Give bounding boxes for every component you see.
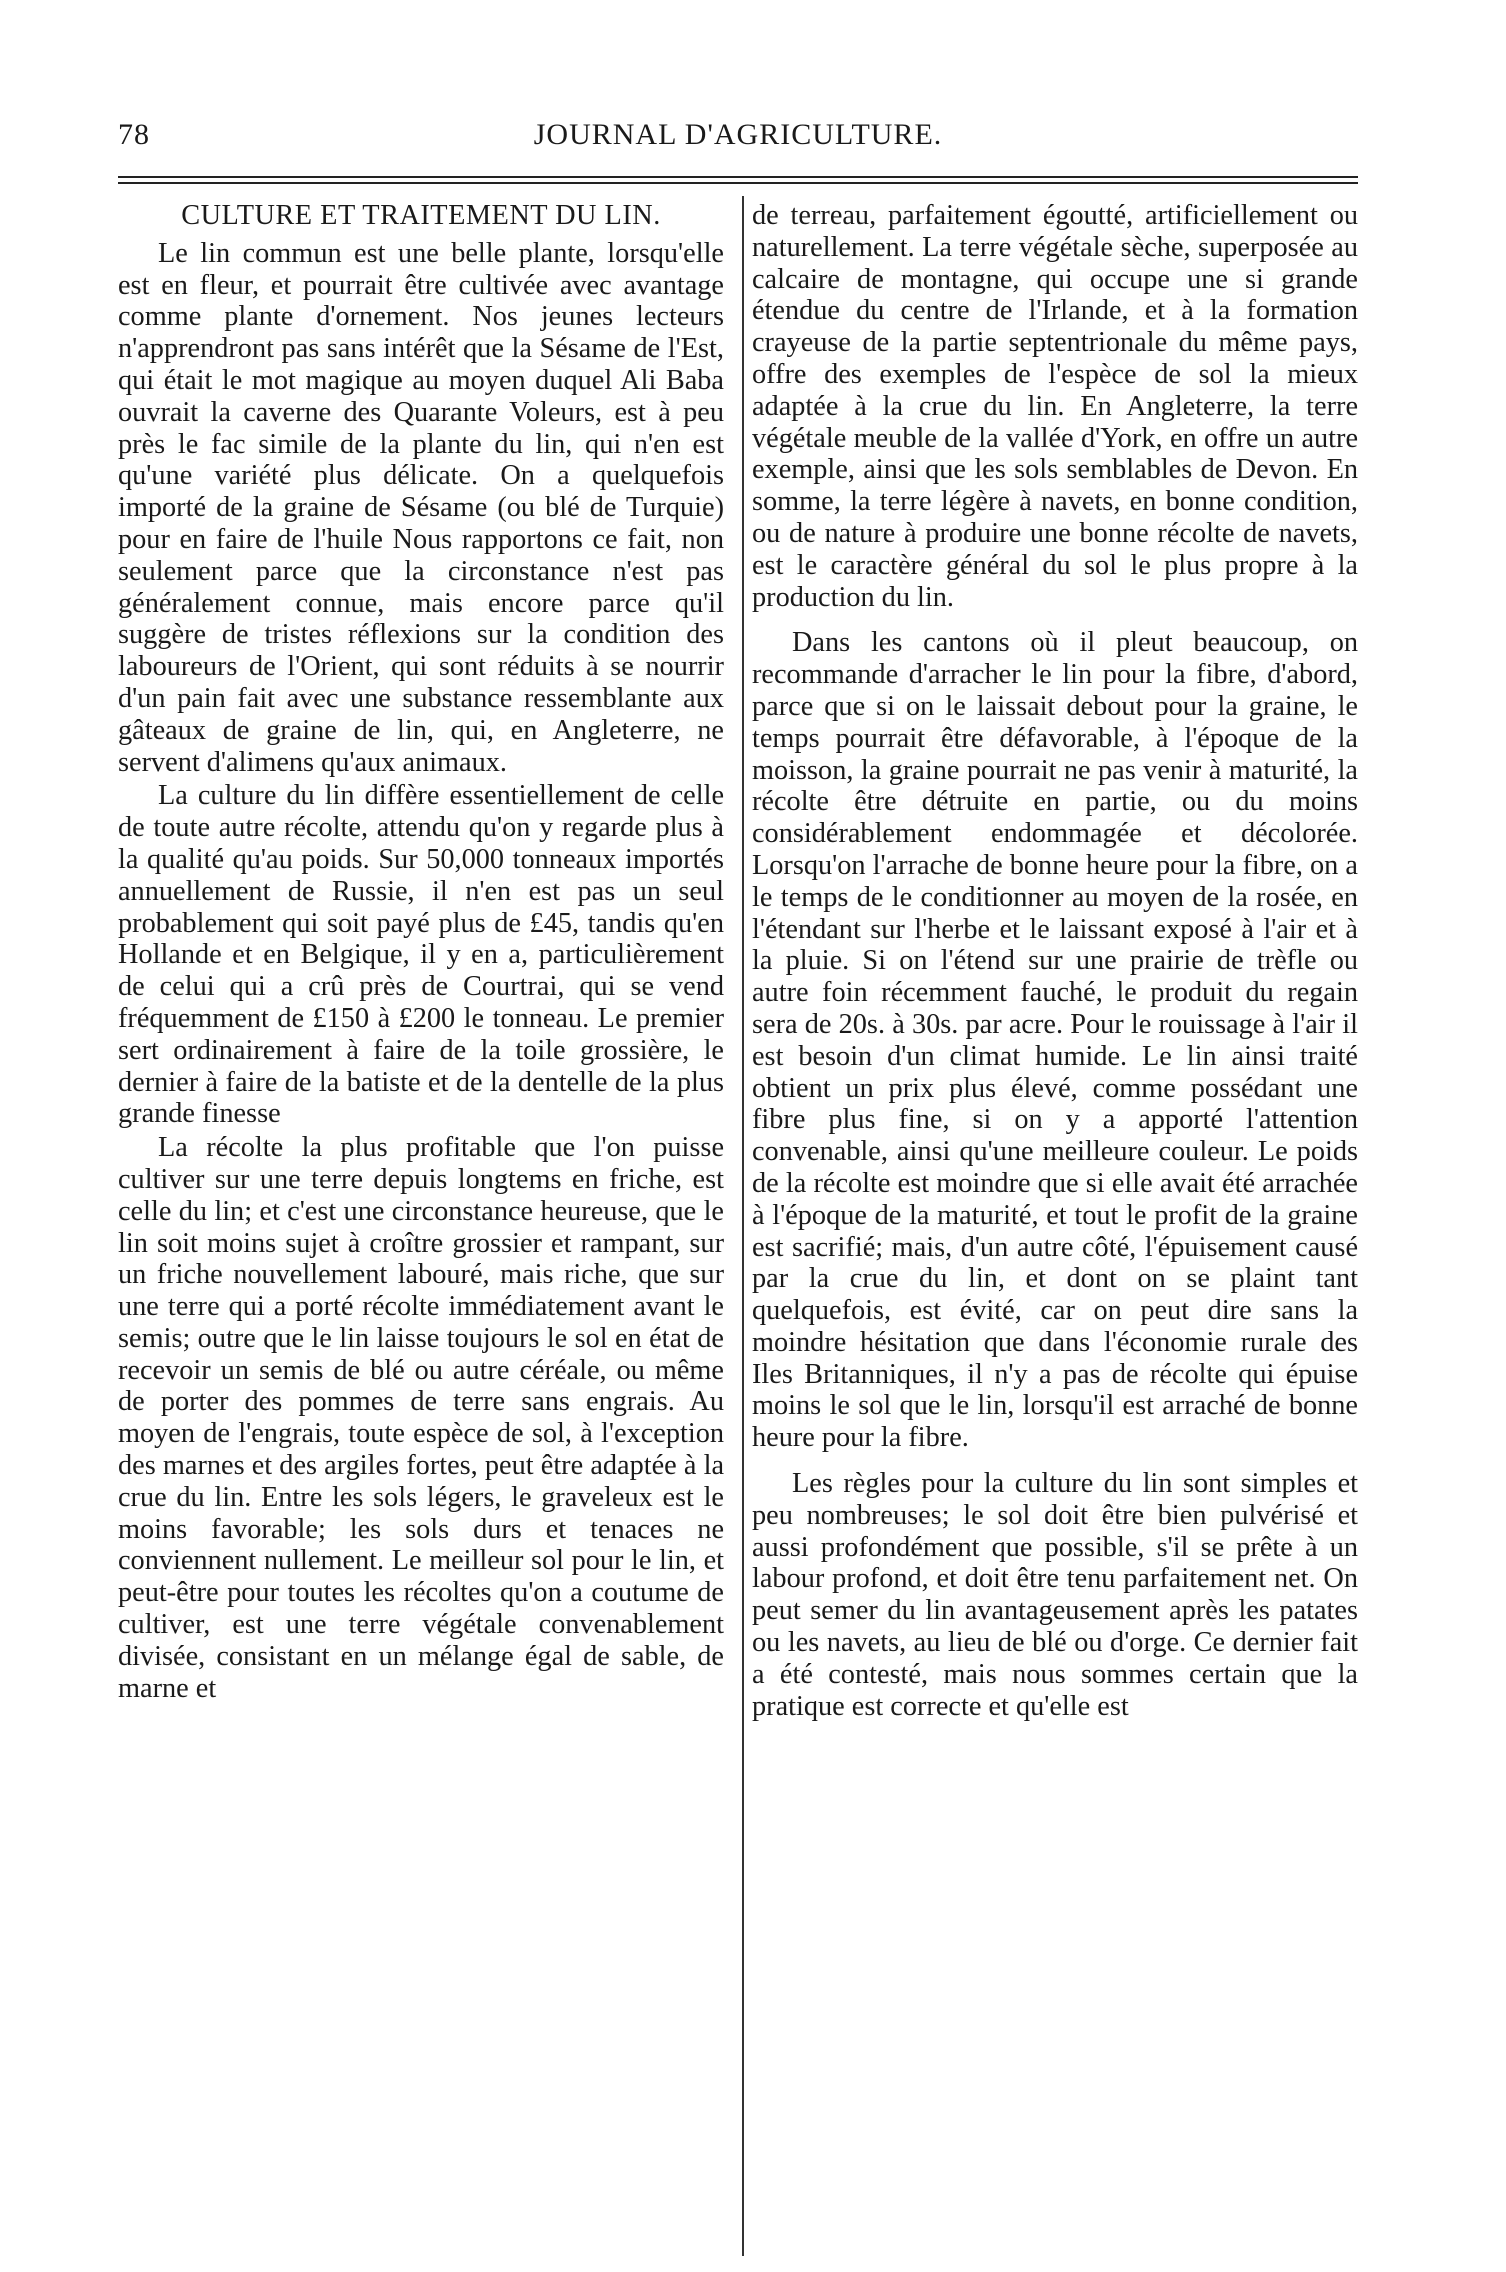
article-title: CULTURE ET TRAITEMENT DU LIN.	[181, 200, 661, 231]
header-rule-bottom	[118, 182, 1358, 184]
paragraph: Dans les cantons où il pleut beaucoup, on recommande d'arracher le lin pour la fibre, d'abord, parce que si on le laissait debout pour la graine, le temps pourrait être défavorable, à l'époque de la moisson, la graine pourrait ne pas venir à maturité, la récolte être détruite en partie, ou du moins considérablement endommagée et décolorée. Lorsqu'on l'arrache de bonne heure pour la fibre, on a le temps de le conditionner au moyen de la rosée, en l'étendant sur l'herbe et le laissant exposé à l'air et à la pluie. Si on l'étend sur une prairie de trèfle ou autre foin récemment fauché, le produit du regain sera de 20s. à 30s. par acre. Pour le rouissage à l'air il est besoin d'un climat humide. Le lin ainsi traité obtient un prix plus élevé, comme possédant une fibre plus fine, si on y a apporté l'attention convenable, ainsi qu'une meilleure couleur. Le poids de la récolte est moindre que si elle avait été arrachée à l'époque de la maturité, et tout le profit de la graine est sacrifié; mais, d'un autre côté, l'épuisement causé par la crue du lin, et dont on se plaint tant quelquefois, est évité, car on peut dire sans la moindre hésitation que dans l'économie rurale des Iles Britanniques, il n'y a pas de récolte qui épuise moins le sol que le lin, lorsqu'il est arraché de bonne heure pour la fibre.	[752, 627, 1358, 1454]
paragraph: La récolte la plus profitable que l'on puisse cultiver sur une terre depuis longtems en friche, est celle du lin; et c'est une circonstance heureuse, que le lin soit moins sujet à croître grossier et rampant, sur un friche nouvellement labouré, mais riche, que sur une terre qui a porté récolte immédiatement avant le semis; outre que le lin laisse toujours le sol en état de recevoir un semis de blé ou autre céréale, ou même de porter des pommes de terre sans engrais. Au moyen de l'engrais, toute espèce de sol, à l'exception des marnes et des argiles fortes, peut être adaptée à la crue du lin. Entre les sols légers, le graveleux est le moins favorable; les sols durs et tenaces ne conviennent nullement. Le meilleur sol pour le lin, et peut-être pour toutes les récoltes qu'on a coutume de cultiver, est une terre végétale convenablement divisée, consistant en un mélange égal de sable, de marne et	[118, 1132, 724, 1704]
paragraph: La culture du lin diffère essentiellement de celle de toute autre récolte, attendu qu'on y regarde plus à la qualité qu'au poids. Sur 50,000 tonneaux importés annuellement de Russie, il n'en est pas un seul probablement qui soit payé plus de £45, tandis qu'en Hollande et en Belgique, il y en a, particulièrement de celui qui a crû près de Courtrai, qui se vend fréquemment de £150 à £200 le tonneau. Le premier sert ordinairement à faire de la toile grossière, le dernier à faire de la batiste et de la dentelle de la plus grande finesse	[118, 780, 724, 1130]
column-divider	[742, 196, 744, 2256]
header-rule-top	[118, 176, 1358, 178]
page-header	[118, 118, 1358, 162]
left-column	[118, 200, 724, 1706]
paragraph: Les règles pour la culture du lin sont simples et peu nombreuses; le sol doit être bien pulvérisé et aussi profondément que possible, s'il se prête à un labour profond, et doit être tenu parfaitement net. On peut semer du lin avantageusement après les patates ou les navets, au lieu de blé ou d'orge. Ce dernier fait a été contesté, mais nous sommes certain que la pratique est correcte et qu'elle est	[752, 1468, 1358, 1722]
paragraph: de terreau, parfaitement égoutté, artificiellement ou naturellement. La terre végétale sèche, superposée au calcaire de montagne, qui occupe une si grande étendue du centre de l'Irlande, et à la formation crayeuse de la partie septentrionale du même pays, offre des exemples de l'espèce de sol la mieux adaptée à la crue du lin. En Angleterre, la terre végétale meuble de la vallée d'York, en offre un autre exemple, ainsi que les sols semblables de Devon. En somme, la terre légère à navets, en bonne condition, ou de nature à produire une bonne récolte de navets, est le caractère général du sol le plus propre à la production du lin.	[752, 200, 1358, 613]
journal-title: JOURNAL D'AGRICULTURE.	[533, 118, 943, 151]
paragraph: Le lin commun est une belle plante, lorsqu'elle est en fleur, et pourrait être cultivée avec avantage comme plante d'ornement. Nos jeunes lecteurs n'apprendront pas sans intérêt que la Sésame de l'Est, qui était le mot magique au moyen duquel Ali Baba ouvrait la caverne des Quarante Voleurs, est à peu près le fac simile de la plante du lin, qui n'en est qu'une variété plus délicate. On a quelquefois importé de la graine de Sésame (ou blé de Turquie) pour en faire de l'huile Nous rapportons ce fait, non seulement parce que la circonstance n'est pas généralement connue, mais encore parce qu'il suggère de tristes réflexions sur la condition des laboureurs de l'Orient, qui sont réduits à se nourrir d'un pain fait avec une substance ressemblante aux gâteaux de graine de lin, qui, en Angleterre, ne servent d'alimens qu'aux animaux.	[118, 237, 724, 778]
page-number: 78	[118, 118, 150, 151]
right-column	[752, 200, 1358, 1724]
